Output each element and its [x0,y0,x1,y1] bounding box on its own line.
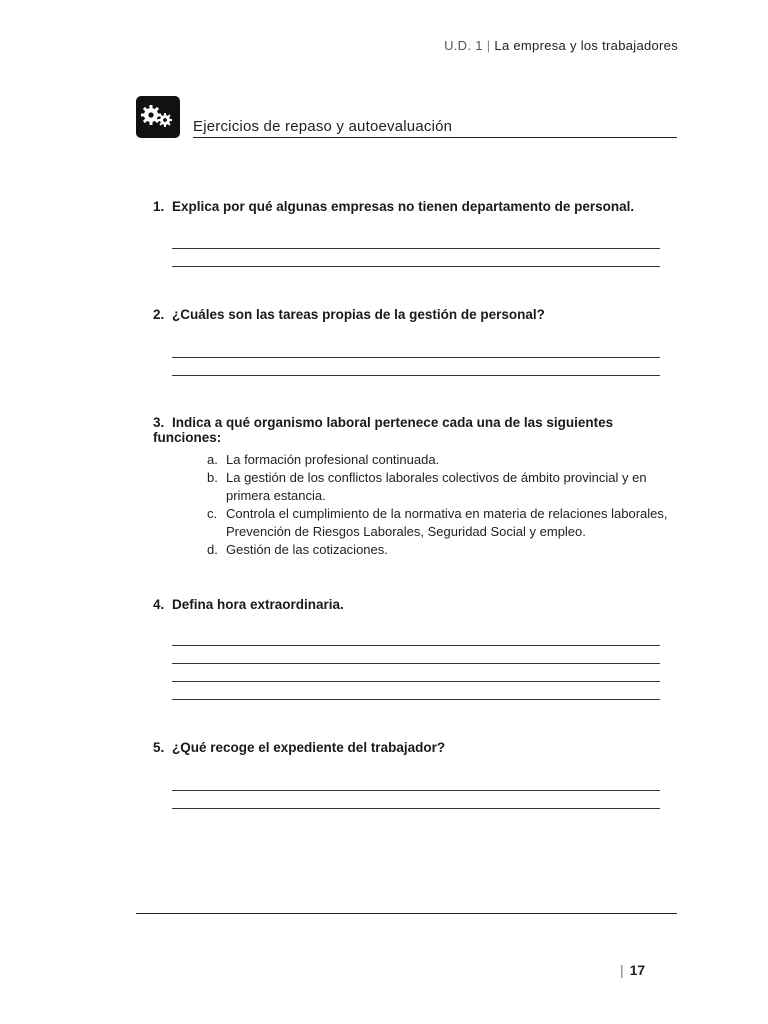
item-letter: b. [207,470,218,485]
list-item [207,541,677,559]
item-letter: c. [207,506,218,521]
question-text: Defina hora extraordinaria. [172,597,344,612]
answer-line[interactable] [172,663,660,664]
page-separator: | [620,962,624,978]
question-4 [153,597,673,612]
section-title: Ejercicios de repaso y autoevaluación [193,118,677,138]
question-number: 1. [153,199,165,214]
question-2 [153,307,673,322]
item-text: La gestión de los conflictos laborales colectivos de ámbito provincial y en primera estancia. [226,470,647,503]
page-number [620,962,645,978]
sub-item-list [207,451,677,559]
question-number: 3. [153,415,165,430]
question-number: 5. [153,740,165,755]
question-text: ¿Qué recoge el expediente del trabajador? [172,740,446,755]
list-item [207,505,677,541]
question-text: ¿Cuáles son las tareas propias de la gestión de personal? [172,307,545,322]
item-text: Controla el cumplimiento de la normativa en materia de relaciones laborales, Prevención de Riesgos Laborales, Seguridad Social y empleo. [226,506,668,539]
item-text: La formación profesional continuada. [226,452,440,467]
question-text: Explica por qué algunas empresas no tienen departamento de personal. [172,199,635,214]
answer-line[interactable] [172,699,660,700]
answer-line[interactable] [172,248,660,249]
answer-line[interactable] [172,808,660,809]
page-number-value: 17 [629,962,646,978]
list-item [207,469,677,505]
footer-divider [136,913,677,914]
answer-line[interactable] [172,266,660,267]
question-text: Indica a qué organismo laboral pertenece cada una de las siguientes funciones: [153,415,614,445]
question-1 [153,199,673,214]
answer-line[interactable] [172,790,660,791]
answer-line[interactable] [172,645,660,646]
item-letter: d. [207,542,218,557]
header-separator: | [486,38,491,53]
item-text: Gestión de las cotizaciones. [226,542,388,557]
question-3 [153,415,673,445]
question-5 [153,740,673,755]
question-number: 4. [153,597,165,612]
unit-label: U.D. 1 [444,38,483,53]
answer-line[interactable] [172,375,660,376]
gears-icon [136,96,180,138]
chapter-title: La empresa y los trabajadores [494,38,678,53]
running-header [444,38,678,53]
item-letter: a. [207,452,218,467]
list-item [207,451,677,469]
question-number: 2. [153,307,165,322]
answer-line[interactable] [172,357,660,358]
answer-line[interactable] [172,681,660,682]
